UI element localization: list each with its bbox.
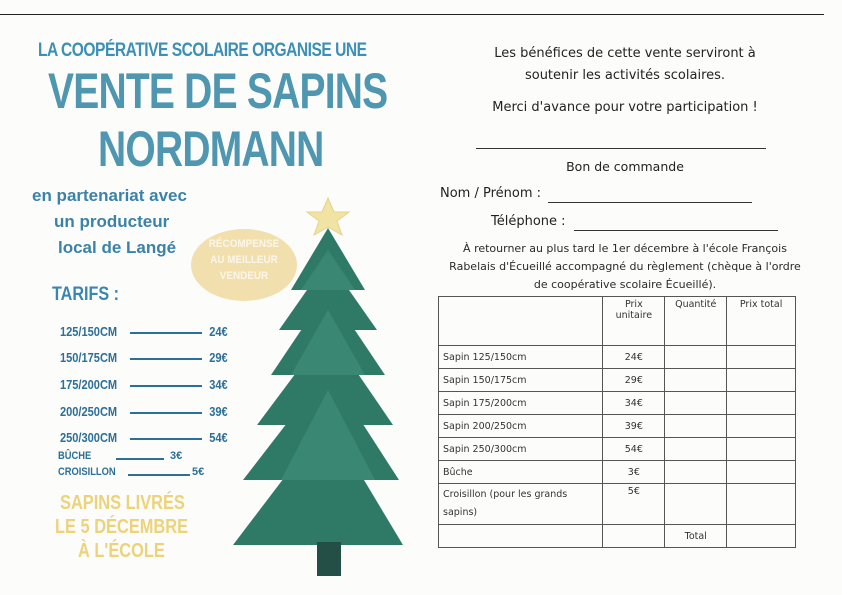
table-row (439, 438, 796, 461)
thanks-text: Merci d'avance pour votre participation ! (492, 100, 758, 115)
header-unit-price: Prix unitaire (603, 297, 665, 346)
grand-total-cell[interactable] (727, 525, 796, 548)
dash-line (130, 385, 202, 387)
name-label: Nom / Prénom : (440, 186, 542, 201)
tarif-price: 39€ (209, 404, 228, 419)
header-total-price: Prix total (727, 297, 796, 346)
delivery-line3: À L'ÉCOLE (78, 540, 165, 562)
buche-label: BÛCHE (58, 450, 92, 462)
total-cell[interactable] (727, 346, 796, 369)
tarif-label: 175/200CM (60, 377, 118, 392)
unit-price-cell: 29€ (603, 369, 665, 392)
note-line1: À retourner au plus tard le 1er décembre à l'école François (463, 242, 787, 255)
unit-price-cell: 5€ (603, 484, 665, 525)
table-total-row (439, 525, 796, 548)
total-empty-cell (439, 525, 603, 548)
unit-price-cell: 24€ (603, 346, 665, 369)
tarif-price: 34€ (209, 377, 228, 392)
item-cell: Bûche (439, 461, 603, 484)
croisillon-label: CROISILLON (58, 466, 116, 478)
total-cell[interactable] (727, 438, 796, 461)
total-cell[interactable] (727, 415, 796, 438)
table-row (439, 346, 796, 369)
partner-line1: en partenariat avec (32, 186, 187, 205)
unit-price-cell: 34€ (603, 392, 665, 415)
separator-line (476, 148, 766, 149)
item-cell: Sapin 125/150cm (439, 346, 603, 369)
table-row (439, 392, 796, 415)
table-header-row (439, 297, 796, 346)
quantity-cell[interactable] (665, 392, 727, 415)
partner-line3: local de Langé (58, 238, 177, 257)
badge-line3: VENDEUR (219, 270, 269, 282)
total-cell[interactable] (727, 392, 796, 415)
return-instructions (430, 240, 820, 294)
dash-line (116, 458, 164, 460)
tarif-label: 125/150CM (60, 324, 118, 339)
tarif-label: 200/250CM (60, 404, 118, 419)
flyer-heading-line1: LA COOPÉRATIVE SCOLAIRE ORGANISE UNE (38, 40, 367, 61)
item-cell: Croisillon (pour les grands sapins) (439, 484, 603, 525)
tarif-price: 29€ (209, 350, 228, 365)
dash-line (130, 358, 202, 360)
intro-line1: Les bénéfices de cette vente serviront à (494, 46, 756, 61)
delivery-line2: LE 5 DÉCEMBRE (55, 516, 189, 538)
croisillon-price: 5€ (192, 466, 205, 478)
table-row (439, 461, 796, 484)
partner-line2: un producteur (54, 212, 170, 231)
dash-line (130, 412, 202, 414)
order-form-title: Bon de commande (566, 159, 684, 174)
intro-line2: soutenir les activités scolaires. (524, 68, 726, 83)
phone-label: Téléphone : (491, 214, 566, 229)
quantity-cell[interactable] (665, 484, 727, 525)
tarif-price: 24€ (209, 324, 228, 339)
croisillon-row (58, 466, 205, 478)
badge-line1: RÉCOMPENSE (208, 238, 280, 250)
total-cell[interactable] (727, 484, 796, 525)
note-line2: Rabelais d'Écueillé accompagné du règlement (chèque à l'ordre (449, 260, 801, 273)
unit-price-cell: 3€ (603, 461, 665, 484)
phone-input-line[interactable] (574, 230, 778, 231)
table-row (439, 369, 796, 392)
buche-row (58, 450, 183, 462)
flyer-heading-line2: VENTE DE SAPINS (48, 63, 388, 119)
unit-price-cell: 39€ (603, 415, 665, 438)
badge-line2: AU MEILLEUR (210, 254, 278, 266)
item-cell: Sapin 250/300cm (439, 438, 603, 461)
total-empty-cell (603, 525, 665, 548)
delivery-line1: SAPINS LIVRÉS (60, 492, 185, 514)
buche-price: 3€ (170, 450, 183, 462)
quantity-cell[interactable] (665, 461, 727, 484)
quantity-cell[interactable] (665, 346, 727, 369)
name-input-line[interactable] (548, 202, 752, 203)
quantity-cell[interactable] (665, 369, 727, 392)
tarif-label: 150/175CM (60, 350, 118, 365)
reward-badge (191, 229, 297, 301)
flyer-panel (0, 0, 420, 595)
header-quantity: Quantité (665, 297, 727, 346)
header-empty-cell (439, 297, 603, 346)
table-row (439, 415, 796, 438)
tarif-label: 250/300CM (60, 430, 118, 445)
note-line3: de coopérative scolaire Écueillé). (533, 278, 717, 291)
dash-line (128, 474, 190, 476)
dash-line (130, 438, 202, 440)
flyer-heading-line3: NORDMANN (98, 121, 324, 177)
unit-price-cell: 54€ (603, 438, 665, 461)
total-cell[interactable] (727, 369, 796, 392)
table-row (439, 484, 796, 525)
item-cell: Sapin 200/250cm (439, 415, 603, 438)
quantity-cell[interactable] (665, 415, 727, 438)
item-cell: Sapin 150/175cm (439, 369, 603, 392)
tarifs-title: TARIFS : (52, 284, 119, 305)
item-cell: Sapin 175/200cm (439, 392, 603, 415)
order-table (438, 296, 796, 548)
quantity-cell[interactable] (665, 438, 727, 461)
dash-line (130, 332, 202, 334)
tarif-price: 54€ (209, 430, 228, 445)
total-cell[interactable] (727, 461, 796, 484)
total-label: Total (665, 525, 727, 548)
